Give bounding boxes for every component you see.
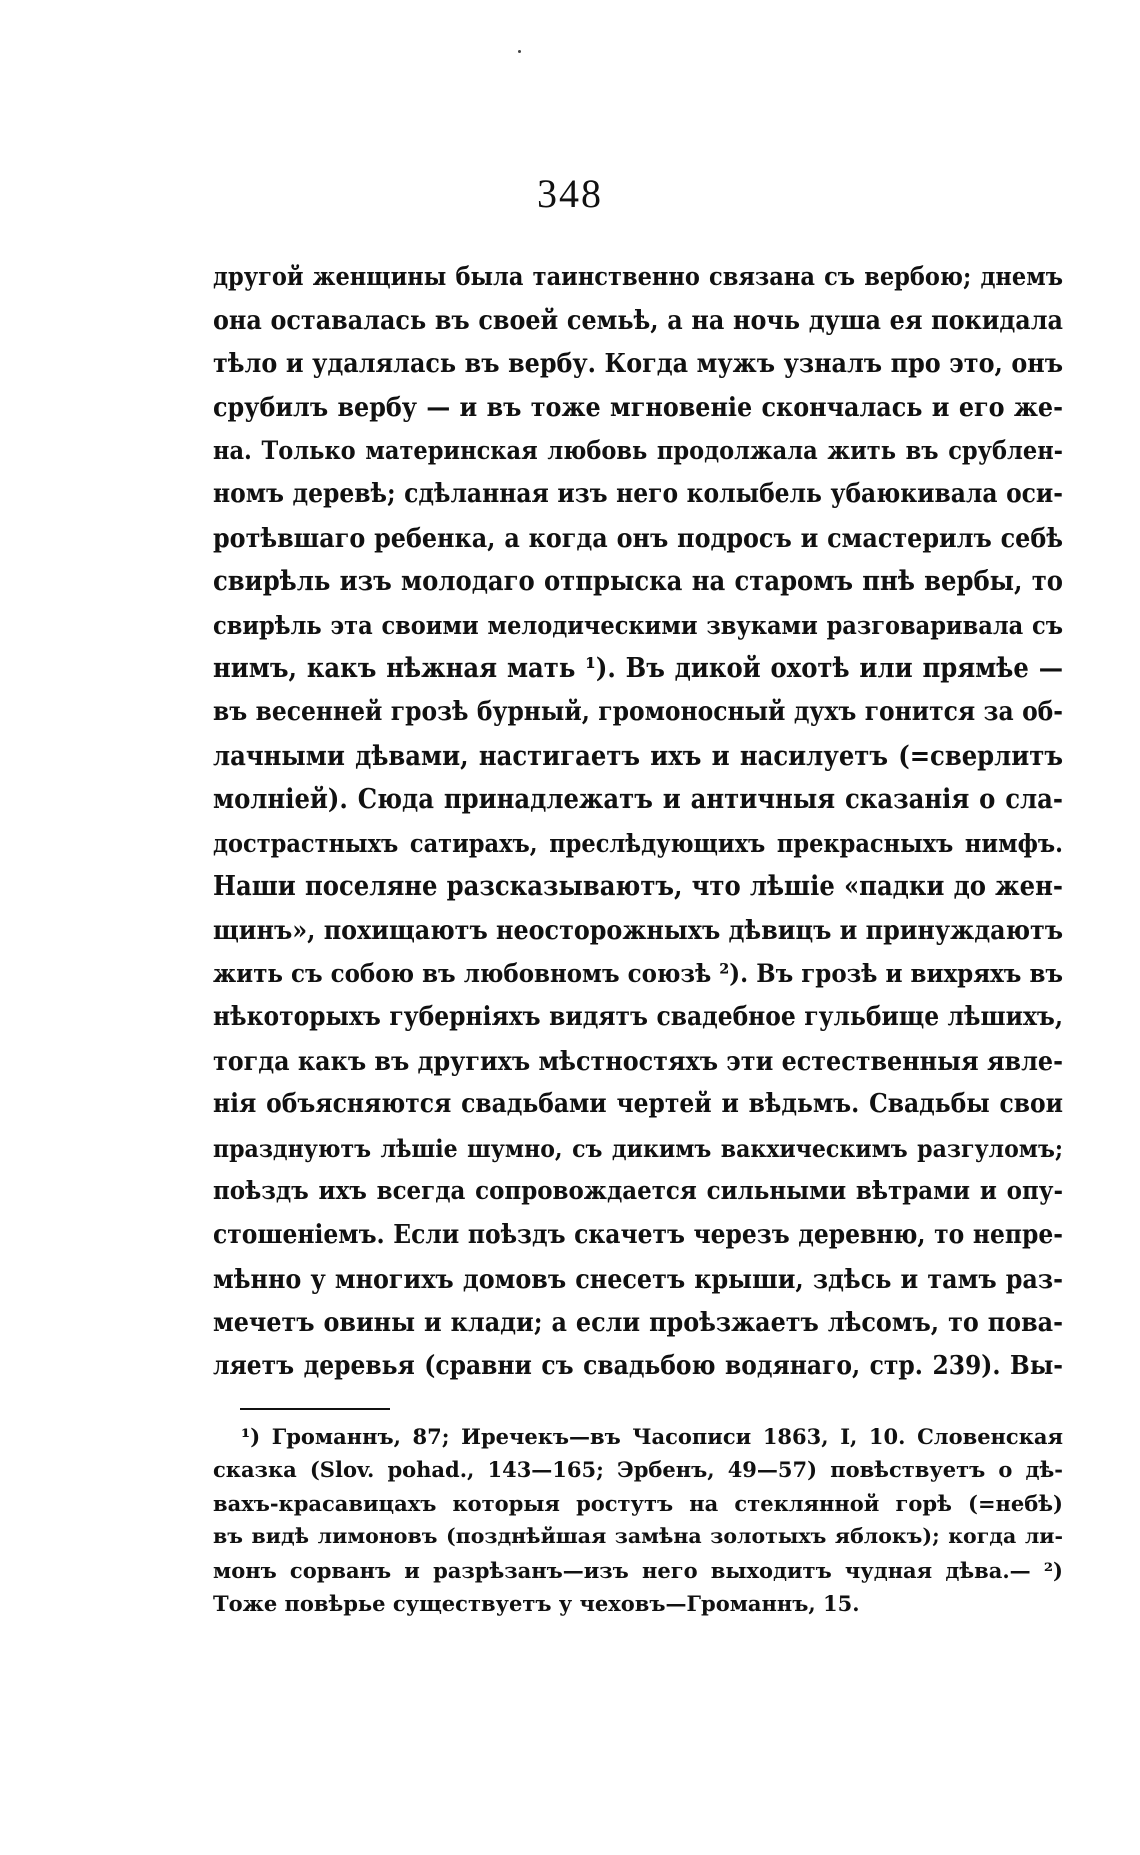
- text-line: нѣкоторыхъ губерніяхъ видятъ свадебное гульбище лѣшихъ,: [213, 1002, 1063, 1033]
- footnote-line: монъ сорванъ и разрѣзанъ—изъ него выходитъ чудная дѣва.— ²): [213, 1557, 1063, 1583]
- footnote-line: Тоже повѣрье существуетъ у чеховъ—Громаннъ, 15.: [213, 1590, 860, 1616]
- text-line: тѣло и удалялась въ вербу. Когда мужъ узналъ про это, онъ: [213, 348, 1063, 380]
- footnotes: [213, 1420, 1063, 1620]
- footnote-line: вахъ-красавицахъ которыя ростутъ на стеклянной горѣ (=небѣ): [213, 1490, 1063, 1516]
- text-line: номъ деревѣ; сдѣланная изъ него колыбель убаюкивала оси-: [213, 478, 1063, 509]
- main-text: [213, 255, 1063, 1388]
- page-number: 348: [537, 171, 603, 216]
- text-line: свирѣль эта своими мелодическими звуками разговаривала съ: [213, 610, 1063, 640]
- footnote-separator: [240, 1408, 390, 1410]
- text-line: тогда какъ въ другихъ мѣстностяхъ эти естественныя явле-: [213, 1045, 1063, 1077]
- text-line: поѣздъ ихъ всегда сопровождается сильными вѣтрами и опу-: [213, 1176, 1063, 1207]
- text-line: другой женщины была таинственно связана съ вербою; днемъ: [213, 262, 1063, 291]
- text-line: дострастныхъ сатирахъ, преслѣдующихъ прекрасныхъ нимфъ.: [213, 828, 1063, 858]
- text-line: въ весенней грозѣ бурный, громоносный духъ гонится за об-: [213, 696, 1063, 727]
- text-line: Наши поселяне разсказываютъ, что лѣшіе «падки до жен-: [213, 871, 1063, 903]
- text-line: ляетъ деревья (сравни съ свадьбою водянаго, стр. 239). Вы-: [213, 1350, 1063, 1381]
- text-line: молніей). Сюда принадлежатъ и античныя сказанія о сла-: [213, 784, 1063, 816]
- text-line: щинъ», похищаютъ неосторожныхъ дѣвицъ и принуждаютъ: [213, 914, 1064, 946]
- footnote-line: въ видѣ лимоновъ (позднѣйшая замѣна золотыхъ яблокъ); когда ли-: [213, 1524, 1063, 1549]
- text-line: стошеніемъ. Если поѣздъ скачетъ черезъ деревню, то непре-: [213, 1220, 1063, 1251]
- text-line: празднуютъ лѣшіе шумно, съ дикимъ вакхическимъ разгуломъ;: [213, 1133, 1063, 1163]
- text-line: жить съ собою въ любовномъ союзѣ ²). Въ грозѣ и вихряхъ въ: [213, 958, 1063, 989]
- text-line: мечетъ овины и клади; а если проѣзжаетъ лѣсомъ, то пова-: [213, 1307, 1063, 1339]
- text-line: она оставалась въ своей семьѣ, а на ночь душа ея покидала: [213, 304, 1063, 336]
- text-line: лачными дѣвами, настигаетъ ихъ и насилуетъ (=сверлитъ: [213, 740, 1063, 772]
- text-line: ротѣвшаго ребенка, а когда онъ подросъ и смастерилъ себѣ: [213, 522, 1063, 554]
- text-line: свирѣль изъ молодаго отпрыска на старомъ пнѣ вербы, то: [213, 566, 1063, 598]
- text-line: на. Только материнская любовь продолжала жить въ срублен-: [213, 436, 1063, 466]
- text-line: мѣнно у многихъ домовъ снесетъ крыши, здѣсь и тамъ раз-: [213, 1263, 1063, 1295]
- text-line: нимъ, какъ нѣжная мать ¹). Въ дикой охотѣ или прямѣе —: [213, 653, 1063, 685]
- text-line: нія объясняются свадьбами чертей и вѣдьмъ. Свадьбы свои: [213, 1089, 1063, 1120]
- print-speck: [518, 50, 521, 53]
- footnote-line: сказка (Slov. pohad., 143—165; Эрбенъ, 49—57) повѣствуетъ о дѣ-: [213, 1457, 1063, 1483]
- footnote-line: ¹) Громаннъ, 87; Иречекъ—въ Часописи 1863, I, 10. Словенская: [241, 1424, 1063, 1449]
- text-line: срубилъ вербу — и въ тоже мгновеніе скончалась и его же-: [213, 391, 1063, 423]
